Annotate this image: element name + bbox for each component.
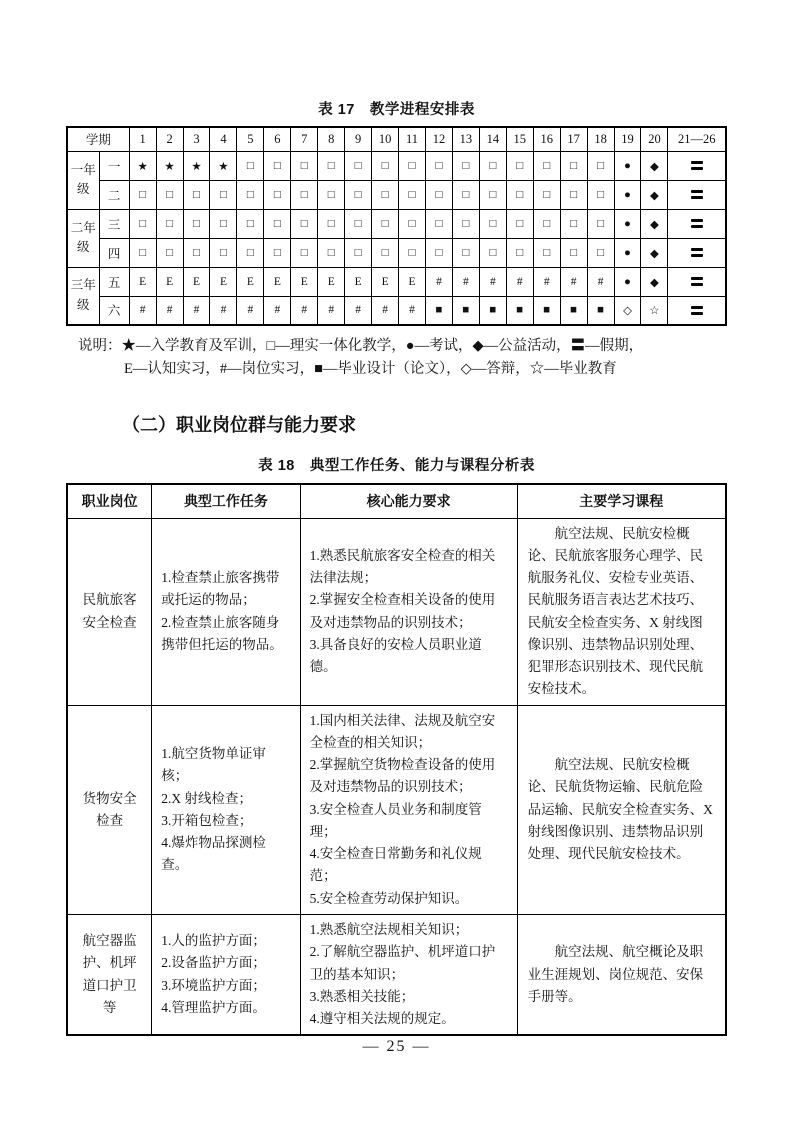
schedule-cell: □ (425, 151, 452, 180)
schedule-cell: □ (425, 209, 452, 238)
schedule-cell: ◇ (614, 296, 641, 325)
legend-line1: 说明：★—入学教育及军训，□—理实一体化教学，●—考试，◆—公益活动，〓—假期， (78, 338, 644, 354)
table18-title: 表 18 典型工作任务、能力与课程分析表 (258, 458, 535, 474)
schedule-cell: □ (237, 151, 264, 180)
schedule-cell: # (210, 296, 237, 325)
ability-item: 1.熟悉航空法规相关知识； (309, 922, 469, 938)
schedule-cell: □ (318, 209, 345, 238)
schedule-cell: □ (506, 238, 533, 267)
schedule-cell: □ (452, 209, 479, 238)
schedule-cell: □ (399, 238, 426, 267)
legend (78, 335, 793, 381)
analysis-column-header: 核心能力要求 (300, 484, 517, 518)
schedule-cell: □ (183, 209, 210, 238)
schedule-cell: □ (291, 151, 318, 180)
ability-item: 1.熟悉民航旅客安全检查的相关法律法规； (309, 547, 496, 586)
holiday-mark-icon (691, 188, 703, 202)
ability-item: 4.安全检查日常勤务和礼仪规范； (309, 846, 482, 884)
schedule-cell: # (156, 296, 183, 325)
typical-tasks-cell (152, 518, 300, 705)
teaching-schedule-table (66, 126, 727, 326)
schedule-cell: E (129, 267, 156, 296)
schedule-cell: # (183, 296, 210, 325)
schedule-cell: E (399, 267, 426, 296)
schedule-cell: □ (129, 209, 156, 238)
semester-number-label: 五 (99, 267, 129, 296)
schedule-cell: # (129, 296, 156, 325)
schedule-cell: E (183, 267, 210, 296)
schedule-cell: □ (587, 151, 614, 180)
schedule-cell: □ (345, 151, 372, 180)
schedule-cell: # (452, 267, 479, 296)
schedule-cell: □ (372, 238, 399, 267)
schedule-cell: □ (479, 151, 506, 180)
schedule-cell: E (264, 267, 291, 296)
schedule-cell: □ (479, 209, 506, 238)
schedule-cell: □ (237, 238, 264, 267)
holiday-mark-icon (691, 217, 703, 231)
schedule-cell: □ (425, 238, 452, 267)
week-column-header: 3 (183, 127, 210, 151)
week-column-header: 19 (614, 127, 641, 151)
task-item: 2.设备监护方面； (161, 955, 266, 971)
schedule-cell: □ (345, 238, 372, 267)
holiday-mark-icon (691, 275, 703, 289)
week-column-header: 5 (237, 127, 264, 151)
schedule-cell: □ (587, 209, 614, 238)
grade-label: 二年级 (67, 209, 99, 267)
task-item: 1.人的监护方面； (161, 933, 266, 949)
schedule-cell: ◆ (641, 180, 668, 209)
courses-text: 航空法规、民航安检概论、民航旅客服务心理学、民航服务礼仪、安检专业英语、民航服务语言表达艺术技巧、民航安全检查实务、X 射线图像识别、违禁物品识别处理、犯罪形态识别技术、现代民航安检技术。 (527, 525, 704, 697)
schedule-cell: □ (452, 238, 479, 267)
schedule-cell: □ (210, 209, 237, 238)
courses-text: 航空法规、民航安检概论、民航货物运输、民航危险品运输、民航安全检查实务、X 射线图像识别、违禁物品识别处理、现代民航安检技术。 (527, 757, 713, 862)
task-item: 3.开箱包检查； (161, 812, 253, 828)
schedule-cell: □ (560, 209, 587, 238)
schedule-cell: □ (210, 180, 237, 209)
schedule-cell (668, 296, 726, 325)
ability-item: 1.国内相关法律、法规及航空安全检查的相关知识； (309, 712, 496, 750)
semester-number-label: 六 (99, 296, 129, 325)
week-column-header: 6 (264, 127, 291, 151)
schedule-cell: # (291, 296, 318, 325)
section-heading: （二）职业岗位群与能力要求 (122, 415, 356, 435)
schedule-cell: # (318, 296, 345, 325)
core-abilities-cell (300, 915, 517, 1036)
courses-cell (517, 518, 726, 705)
schedule-cell: □ (560, 151, 587, 180)
schedule-cell: # (264, 296, 291, 325)
schedule-cell: □ (264, 180, 291, 209)
week-column-header: 8 (318, 127, 345, 151)
task-item: 2.X 射线检查； (161, 790, 253, 806)
schedule-row (67, 238, 726, 267)
schedule-cell: □ (399, 209, 426, 238)
analysis-column-header: 典型工作任务 (152, 484, 300, 518)
schedule-cell: ■ (452, 296, 479, 325)
schedule-cell: # (506, 267, 533, 296)
schedule-cell: □ (479, 238, 506, 267)
week-column-header: 16 (533, 127, 560, 151)
task-item: 2.检查禁止旅客随身携带但托运的物品。 (161, 614, 283, 652)
schedule-cell: ★ (129, 151, 156, 180)
schedule-cell: # (560, 267, 587, 296)
analysis-column-header: 主要学习课程 (517, 484, 726, 518)
semester-number-label: 二 (99, 180, 129, 209)
schedule-cell: □ (318, 180, 345, 209)
schedule-cell: □ (237, 209, 264, 238)
schedule-cell: □ (533, 238, 560, 267)
schedule-row (67, 151, 726, 180)
schedule-cell: □ (587, 238, 614, 267)
schedule-cell: E (345, 267, 372, 296)
schedule-cell: □ (533, 209, 560, 238)
ability-item: 4.遵守相关法规的规定。 (309, 1011, 455, 1027)
grade-label: 一年级 (67, 151, 99, 209)
core-abilities-cell (300, 705, 517, 914)
schedule-cell: □ (372, 151, 399, 180)
ability-item: 2.掌握航空货物检查设备的使用及对违禁物品的识别技术； (309, 757, 496, 795)
week-column-header: 17 (560, 127, 587, 151)
typical-tasks-cell (152, 915, 300, 1036)
schedule-cell: □ (560, 180, 587, 209)
schedule-cell: E (318, 267, 345, 296)
schedule-cell: ■ (479, 296, 506, 325)
schedule-cell: □ (318, 238, 345, 267)
week-column-header: 10 (372, 127, 399, 151)
schedule-cell: □ (210, 238, 237, 267)
schedule-row (67, 296, 726, 325)
schedule-cell: □ (372, 180, 399, 209)
job-analysis-table-wrap (0, 483, 793, 1036)
week-column-header: 18 (587, 127, 614, 151)
task-item: 3.环境监护方面； (161, 977, 266, 993)
job-position: 货物安全检查 (67, 705, 152, 914)
core-abilities-cell (300, 518, 517, 705)
schedule-cell: ● (614, 180, 641, 209)
schedule-cell: E (237, 267, 264, 296)
schedule-cell: # (399, 296, 426, 325)
schedule-cell: □ (506, 180, 533, 209)
holiday-mark-icon (691, 304, 703, 318)
schedule-cell: □ (506, 209, 533, 238)
semester-number-label: 三 (99, 209, 129, 238)
schedule-cell: E (291, 267, 318, 296)
schedule-cell: ◆ (641, 267, 668, 296)
schedule-cell: □ (345, 209, 372, 238)
task-item: 4.管理监护方面。 (161, 999, 266, 1015)
table17-header-row (67, 127, 726, 151)
schedule-cell: □ (399, 151, 426, 180)
week-column-header: 21—26 (668, 127, 726, 151)
week-column-header: 7 (291, 127, 318, 151)
schedule-cell: # (587, 267, 614, 296)
schedule-cell: □ (372, 209, 399, 238)
ability-item: 5.安全检查劳动保护知识。 (309, 890, 469, 906)
week-column-header: 2 (156, 127, 183, 151)
holiday-mark-icon (691, 246, 703, 260)
ability-item: 2.掌握安全检查相关设备的使用及对违禁物品的识别技术； (309, 592, 496, 630)
week-column-header: 12 (425, 127, 452, 151)
week-column-header: 1 (129, 127, 156, 151)
page-number: — 25 — (362, 1038, 431, 1055)
schedule-cell: □ (264, 209, 291, 238)
schedule-cell (668, 180, 726, 209)
job-analysis-table (66, 483, 727, 1036)
schedule-cell: ■ (425, 296, 452, 325)
schedule-cell: ★ (183, 151, 210, 180)
schedule-cell (668, 267, 726, 296)
job-row (67, 915, 726, 1036)
schedule-cell: □ (318, 151, 345, 180)
week-column-header: 9 (345, 127, 372, 151)
schedule-cell: ☆ (641, 296, 668, 325)
ability-item: 2.了解航空器监护、机坪道口护卫的基本知识； (309, 944, 496, 982)
ability-item: 3.安全检查人员业务和制度管理； (309, 801, 482, 839)
schedule-cell: □ (156, 238, 183, 267)
week-column-header: 4 (210, 127, 237, 151)
week-column-header: 14 (479, 127, 506, 151)
week-column-header: 20 (641, 127, 668, 151)
semester-number-label: 四 (99, 238, 129, 267)
analysis-column-header: 职业岗位 (67, 484, 152, 518)
schedule-cell: □ (129, 180, 156, 209)
schedule-cell: □ (183, 238, 210, 267)
schedule-cell: ● (614, 209, 641, 238)
schedule-cell: ● (614, 267, 641, 296)
courses-text: 航空法规、航空概论及职业生涯规划、岗位规范、安保手册等。 (527, 944, 704, 1004)
job-row (67, 518, 726, 705)
semester-header: 学期 (67, 127, 129, 151)
schedule-cell: E (156, 267, 183, 296)
schedule-cell: □ (183, 180, 210, 209)
schedule-row (67, 209, 726, 238)
schedule-cell: ● (614, 151, 641, 180)
schedule-cell: # (372, 296, 399, 325)
schedule-cell: □ (452, 151, 479, 180)
table17-title: 表 17 教学进程安排表 (318, 102, 475, 118)
schedule-cell: □ (291, 180, 318, 209)
schedule-cell: ★ (210, 151, 237, 180)
schedule-cell: □ (237, 180, 264, 209)
schedule-cell: □ (425, 180, 452, 209)
job-row (67, 705, 726, 914)
schedule-cell: □ (479, 180, 506, 209)
schedule-cell (668, 209, 726, 238)
schedule-cell: ● (614, 238, 641, 267)
schedule-row (67, 267, 726, 296)
schedule-cell: □ (587, 180, 614, 209)
schedule-row (67, 180, 726, 209)
schedule-cell: □ (506, 151, 533, 180)
schedule-cell: ■ (560, 296, 587, 325)
grade-label: 三年级 (67, 267, 99, 325)
ability-item: 3.熟悉相关技能； (309, 988, 415, 1004)
week-column-header: 15 (506, 127, 533, 151)
schedule-cell: □ (533, 180, 560, 209)
schedule-cell: □ (533, 151, 560, 180)
courses-cell (517, 915, 726, 1036)
schedule-cell: □ (156, 180, 183, 209)
task-item: 1.检查禁止旅客携带或托运的物品； (161, 570, 280, 608)
table18-header-row (67, 484, 726, 518)
job-position: 航空器监护、机坪道口护卫等 (67, 915, 152, 1036)
courses-cell (517, 705, 726, 914)
schedule-cell: # (479, 267, 506, 296)
schedule-cell: E (210, 267, 237, 296)
semester-number-label: 一 (99, 151, 129, 180)
schedule-cell: # (533, 267, 560, 296)
schedule-cell (668, 238, 726, 267)
schedule-cell: # (345, 296, 372, 325)
schedule-cell: □ (264, 151, 291, 180)
schedule-cell: □ (156, 209, 183, 238)
schedule-cell: □ (291, 238, 318, 267)
week-column-header: 11 (399, 127, 426, 151)
typical-tasks-cell (152, 705, 300, 914)
schedule-cell: ■ (587, 296, 614, 325)
schedule-cell: ★ (156, 151, 183, 180)
holiday-mark-icon (691, 159, 703, 173)
schedule-cell: ◆ (641, 151, 668, 180)
schedule-cell: □ (129, 238, 156, 267)
job-position: 民航旅客安全检查 (67, 518, 152, 705)
schedule-cell: E (372, 267, 399, 296)
schedule-cell: # (237, 296, 264, 325)
schedule-cell: ◆ (641, 209, 668, 238)
schedule-cell: ■ (533, 296, 560, 325)
task-item: 4.爆炸物品探测检查。 (161, 835, 266, 873)
schedule-cell: □ (452, 180, 479, 209)
schedule-cell: ◆ (641, 238, 668, 267)
legend-line2: E—认知实习，#—岗位实习，■—毕业设计（论文），◇—答辩，☆—毕业教育 (124, 361, 617, 377)
schedule-cell (668, 151, 726, 180)
task-item: 1.航空货物单证审核； (161, 746, 266, 784)
schedule-cell: □ (291, 209, 318, 238)
week-column-header: 13 (452, 127, 479, 151)
schedule-cell: □ (560, 238, 587, 267)
schedule-cell: □ (399, 180, 426, 209)
teaching-schedule-table-wrap (0, 126, 793, 326)
ability-item: 3.具备良好的安检人员职业道德。 (309, 636, 482, 675)
schedule-cell: □ (264, 238, 291, 267)
schedule-cell: # (425, 267, 452, 296)
schedule-cell: □ (345, 180, 372, 209)
schedule-cell: ■ (506, 296, 533, 325)
